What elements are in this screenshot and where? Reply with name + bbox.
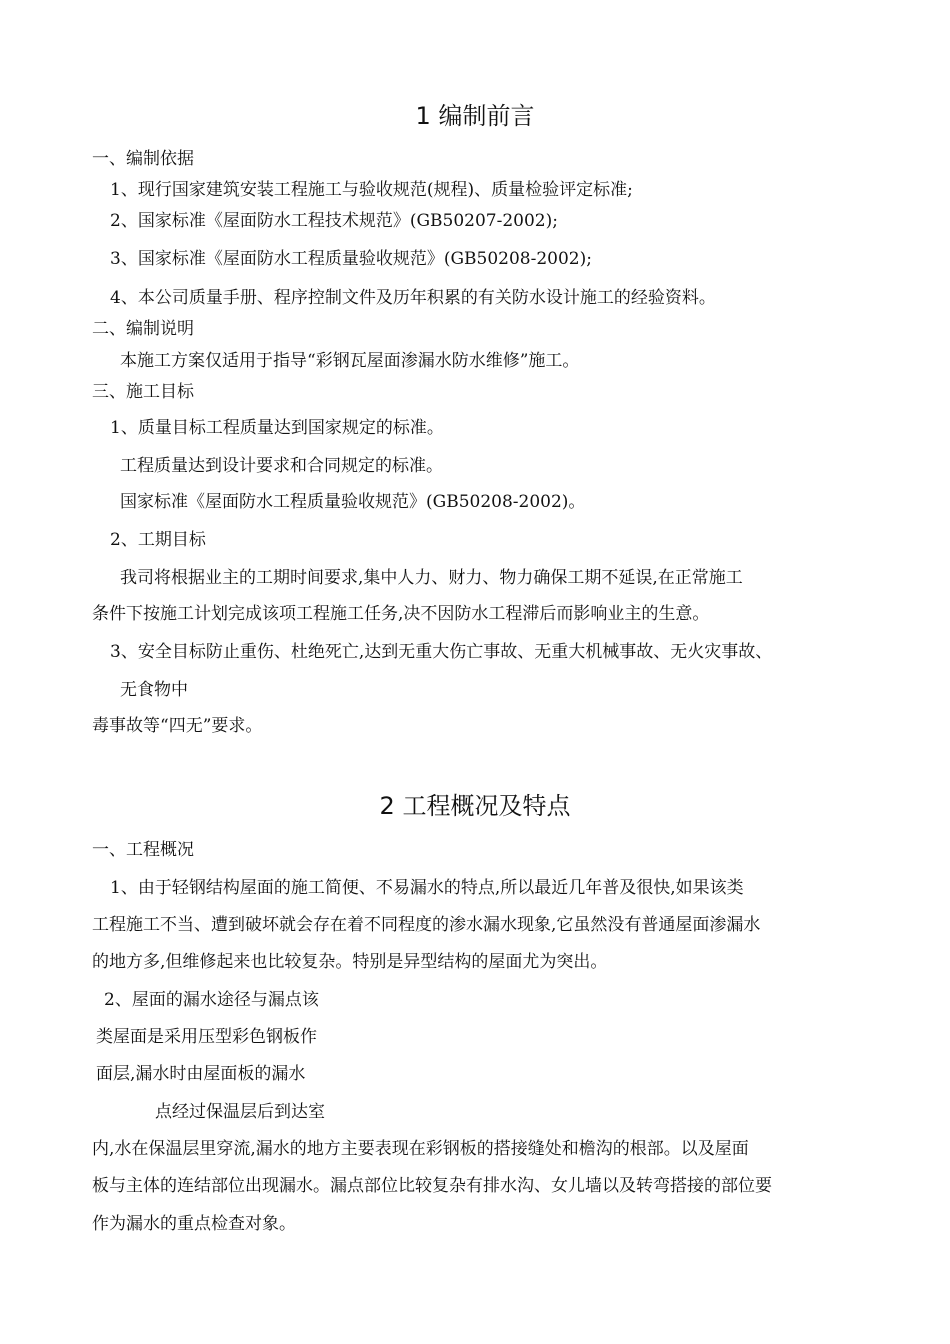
- leak-para-line: 板与主体的连结部位出现漏水。漏点部位比较复杂有排水沟、女儿墙以及转弯搭接的部位要: [92, 1176, 772, 1196]
- basis-title: 一、编制依据: [92, 149, 194, 169]
- basis-item: 3、国家标准《屋面防水工程质量验收规范》(GB50208-2002);: [110, 249, 592, 269]
- quality-line: 工程质量达到设计要求和合同规定的标准。: [120, 456, 443, 476]
- quality-line: 1、质量目标工程质量达到国家规定的标准。: [110, 418, 444, 438]
- safety-line: 毒事故等“四无”要求。: [92, 716, 263, 736]
- explain-text: 本施工方案仅适用于指导“彩钢瓦屋面渗漏水防水维修”施工。: [120, 351, 580, 371]
- basis-item: 2、国家标准《屋面防水工程技术规范》(GB50207-2002);: [110, 211, 558, 231]
- target-title: 三、施工目标: [92, 382, 194, 402]
- schedule-line: 我司将根据业主的工期时间要求,集中人力、财力、物力确保工期不延误,在正常施工: [120, 568, 743, 588]
- safety-line: 无食物中: [120, 680, 188, 700]
- basis-item: 1、现行国家建筑安装工程施工与验收规范(规程)、质量检验评定标准;: [110, 180, 633, 200]
- leak-para-line: 作为漏水的重点检查对象。: [92, 1214, 296, 1234]
- section-2-heading: 2 工程概况及特点: [379, 792, 571, 820]
- basis-item: 4、本公司质量手册、程序控制文件及历年积累的有关防水设计施工的经验资料。: [110, 288, 716, 308]
- leak-para-line: 类屋面是采用压型彩色钢板作: [96, 1027, 317, 1047]
- leak-para-line: 点经过保温层后到达室: [155, 1102, 325, 1122]
- section-1-heading: 1 编制前言: [415, 102, 535, 130]
- safety-line: 3、安全目标防止重伤、杜绝死亡,达到无重大伤亡事故、无重大机械事故、无火灾事故、: [110, 642, 773, 662]
- schedule-line: 条件下按施工计划完成该项工程施工任务,决不因防水工程滞后而影响业主的生意。: [92, 604, 710, 624]
- overview-para-line: 的地方多,但维修起来也比较复杂。特别是异型结构的屋面尤为突出。: [92, 952, 608, 972]
- leak-para-line: 内,水在保温层里穿流,漏水的地方主要表现在彩钢板的搭接缝处和檐沟的根部。以及屋面: [92, 1139, 749, 1159]
- overview-title: 一、工程概况: [92, 840, 194, 860]
- leak-para-line: 面层,漏水时由屋面板的漏水: [96, 1064, 306, 1084]
- explain-title: 二、编制说明: [92, 319, 194, 339]
- leak-para-line: 2、屋面的漏水途径与漏点该: [104, 990, 319, 1010]
- quality-line: 国家标准《屋面防水工程质量验收规范》(GB50208-2002)。: [120, 492, 586, 512]
- overview-para-line: 工程施工不当、遭到破坏就会存在着不同程度的渗水漏水现象,它虽然没有普通屋面渗漏水: [92, 915, 761, 935]
- overview-para-line: 1、由于轻钢结构屋面的施工简便、不易漏水的特点,所以最近几年普及很快,如果该类: [110, 878, 744, 898]
- schedule-title: 2、工期目标: [110, 530, 206, 550]
